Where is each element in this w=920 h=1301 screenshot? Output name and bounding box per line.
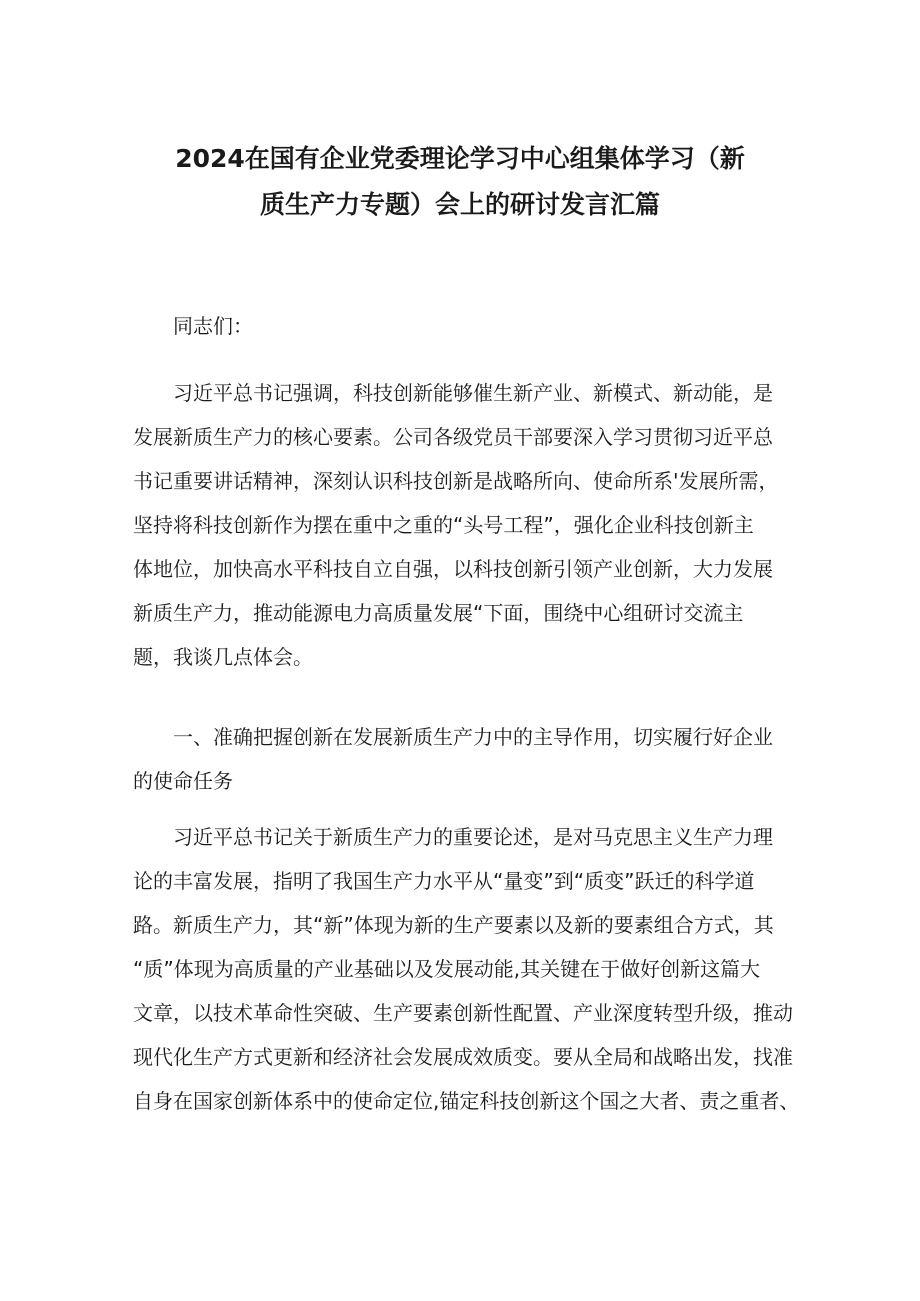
paragraph-2 (133, 815, 800, 1123)
document-title (120, 136, 800, 228)
paragraph-line: 发展新质生产力的核心要素。公司各级党员干部要深入学习贯彻习近平总 (133, 425, 773, 449)
heading-line: 一、准确把握创新在发展新质生产力中的主导作用，切实履行好企业 (173, 725, 773, 749)
section-heading-1 (133, 715, 789, 803)
greeting-text: 同志们： (173, 314, 253, 338)
title-line-2: 质生产力专题）会上的研讨发言汇篇 (259, 190, 660, 219)
paragraph-line: 现代化生产方式更新和经济社会发展成效质变。要从全局和战略出发，找准 (133, 1045, 793, 1069)
paragraph-line: 自身在国家创新体系中的使命定位,锚定科技创新这个国之大者、责之重者、 (133, 1089, 800, 1113)
paragraph-line: 文章，以技术革命性突破、生产要素创新性配置、产业深度转型升级，推动 (133, 1001, 793, 1025)
paragraph-line: “质”体现为高质量的产业基础以及发展动能,其关键在于做好创新这篇大 (133, 957, 761, 981)
paragraph-line: 新质生产力，推动能源电力高质量发展“下面，围绕中心组研讨交流主 (133, 601, 744, 625)
paragraph-line: 习近平总书记强调，科技创新能够催生新产业、新模式、新动能，是 (173, 381, 773, 405)
paragraph-line: 习近平总书记关于新质生产力的重要论述，是对马克思主义生产力理 (173, 825, 773, 849)
paragraph-line: 坚持将科技创新作为摆在重中之重的“头号工程”，强化企业科技创新主 (133, 513, 754, 537)
heading-line: 的使命任务 (133, 769, 233, 793)
paragraph-line: 路。新质生产力，其“新”体现为新的生产要素以及新的要素组合方式，其 (133, 913, 774, 937)
paragraph-line: 题，我谈几点体会。 (133, 645, 313, 669)
paragraph-line: 体地位，加快高水平科技自立自强，以科技创新引领产业创新，大力发展 (133, 557, 773, 581)
paragraph-line: 论的丰富发展，指明了我国生产力水平从“量变”到“质变”跃迁的科学道 (133, 869, 755, 893)
paragraph-1 (133, 371, 789, 679)
paragraph-line: 书记重要讲话精神，深刻认识科技创新是战略所向、使命所系'发展所需， (133, 469, 779, 493)
greeting (133, 304, 789, 348)
title-line-1: 2024在国有企业党委理论学习中心组集体学习（新 (175, 144, 745, 173)
